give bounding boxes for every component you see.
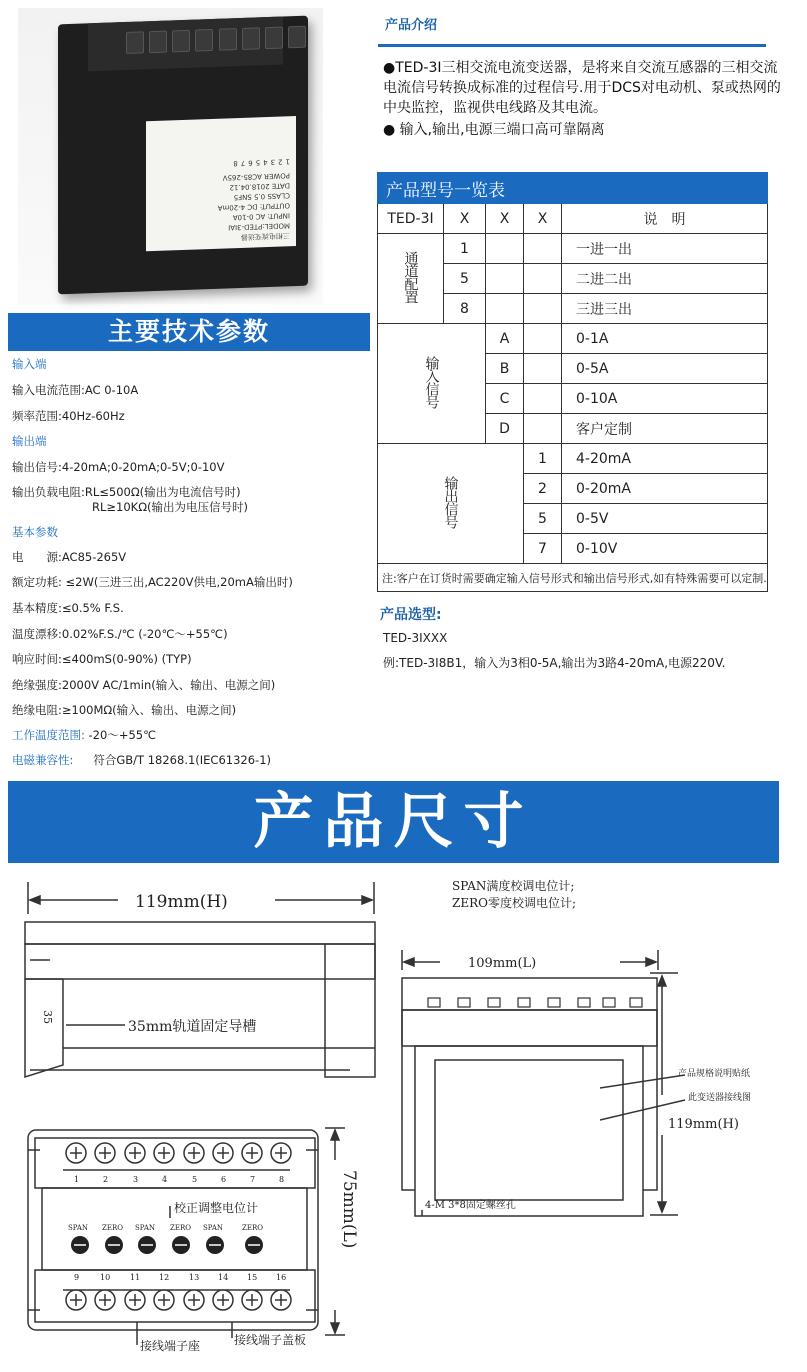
param-insulation-strength: 绝缘强度:2000V AC/1min(输入、输出、电源之间)	[12, 678, 276, 692]
param-output-load: 输出负载电阻:RL≤500Ω(输出为电流信号时)	[12, 485, 241, 499]
table-cell: 0-10V	[562, 534, 768, 564]
sticker-label: 产品规格说明贴纸	[678, 1069, 751, 1079]
screw-hole-label: 4-M 3*8固定螺丝孔	[425, 1200, 516, 1211]
param-output-load: RL≥10KΩ(输出为电压信号时)	[92, 500, 248, 514]
terminal-cover-label: 接线端子盖板	[234, 1333, 307, 1347]
terminal-number: 6	[221, 1175, 227, 1184]
label-line: CLASS 0.5 SNF5	[233, 191, 290, 202]
terminal-number: 8	[279, 1175, 285, 1184]
terminal-number: 7	[250, 1175, 256, 1184]
table-cell: 客户定制	[562, 414, 768, 444]
param-insulation-resistance: 绝缘电阻:≥100MΩ(输入、输出、电源之间)	[12, 703, 237, 717]
param-output-signal: 输出信号:4-20mA;0-20mA;0-5V;0-10V	[12, 460, 225, 474]
terminal-number: 12	[159, 1273, 170, 1282]
label-line: MODEL:PTED-3IAI	[228, 221, 290, 232]
input-label: 输入信号	[423, 355, 440, 408]
terminal-number: 15	[247, 1273, 258, 1282]
zero-note: ZERO零度校调电位计;	[452, 896, 577, 910]
label-terminal-number: 4	[263, 158, 268, 167]
table-header-cell: X	[444, 204, 486, 234]
param-rated-power: 额定功耗: ≤2W(三进三出,AC220V供电,20mA输出时)	[12, 575, 293, 589]
param-response: 响应时间:≤400mS(0-90%) (TYP)	[12, 652, 192, 666]
output-label-cell	[378, 444, 524, 564]
table-cell: 4-20mA	[562, 444, 768, 474]
param-accuracy: 基本精度:≤0.5% F.S.	[12, 601, 124, 615]
intro-divider	[378, 44, 766, 47]
adjust-label: 校正调整电位计	[174, 1201, 259, 1215]
table-cell: 1	[524, 444, 562, 474]
product-label-sticker	[146, 116, 296, 251]
table-header-cell: TED-3I	[378, 204, 444, 234]
depth-l-label: 75mm(L)	[339, 1170, 359, 1249]
table-cell: 二进二出	[562, 264, 768, 294]
rail-number: 35	[41, 1010, 54, 1024]
selection-model: TED-3IXXX	[383, 631, 448, 645]
table-header-cell: X	[486, 204, 524, 234]
terminal-seat-label: 接线端子座	[140, 1339, 201, 1353]
width-h-label: 119mm(H)	[135, 892, 228, 912]
table-cell: 一进一出	[562, 234, 768, 264]
intro-feature: ● 输入,输出,电源三端口高可靠隔离	[383, 122, 605, 138]
basic-heading: 基本参数	[12, 525, 58, 539]
intro-paragraph: ●TED-3I三相交流电流变送器，是将来自交流互感器的三相交流电流信号转换成标准的过程信号.用于DCS对电动机、泵或热网的中央监控，监视供电线路及其电流。	[383, 60, 781, 116]
label-terminal-number: 3	[270, 157, 276, 166]
table-cell: 0-5A	[562, 354, 768, 384]
pot-label: SPAN	[68, 1224, 89, 1232]
label-line: POWER AC85-265V	[222, 171, 290, 182]
work-temp-value: -20～+55℃	[88, 728, 156, 742]
label-line: 三相电流变送器	[241, 231, 290, 241]
model-table-heading: 产品型号一览表	[378, 173, 768, 204]
dimensions-banner: 产品尺寸	[8, 781, 779, 863]
param-work-temp	[12, 727, 156, 743]
intro-title: 产品介绍	[385, 18, 438, 33]
terminal-number: 13	[189, 1273, 200, 1282]
intro-text	[383, 58, 781, 140]
table-cell: 5	[444, 264, 486, 294]
table-cell: 8	[444, 294, 486, 324]
table-cell: 三进三出	[562, 294, 768, 324]
table-cell: 2	[524, 474, 562, 504]
terminal-number: 5	[192, 1175, 198, 1184]
table-header-cell: X	[524, 204, 562, 234]
table-cell: 7	[524, 534, 562, 564]
transmitter-device	[58, 16, 308, 295]
dimension-drawings	[0, 870, 807, 1370]
channel-label-cell	[378, 234, 444, 324]
param-input-range: 输入电流范围:AC 0-10A	[12, 383, 139, 397]
selection-title: 产品选型:	[380, 607, 442, 623]
terminal-number: 2	[103, 1175, 109, 1184]
input-label-cell	[378, 324, 486, 444]
terminal-number: 3	[133, 1175, 139, 1184]
pot-label: ZERO	[102, 1224, 123, 1232]
height-h-label: 119mm(H)	[668, 1117, 739, 1132]
table-cell: 5	[524, 504, 562, 534]
label-terminal-number: 6	[248, 158, 253, 167]
wiring-label: 此变送器接线图	[688, 1093, 752, 1103]
table-cell: 1	[444, 234, 486, 264]
label-terminal-number: 1	[285, 157, 290, 166]
tech-params-banner: 主要技术参数	[8, 313, 370, 351]
pot-label: SPAN	[203, 1224, 224, 1232]
emc-value: 符合GB/T 18268.1(IEC61326-1)	[93, 753, 271, 767]
output-label: 输出信号	[442, 475, 459, 528]
selection-example: 例:TED-3I8B1，输入为3相0-5A,输出为3路4-20mA,电源220V.	[383, 656, 726, 670]
table-cell: D	[486, 414, 524, 444]
param-temp-drift: 温度漂移:0.02%F.S./℃ (-20℃～+55℃)	[12, 627, 228, 641]
channel-label: 通道配置	[402, 250, 419, 303]
label-line: DATE 2018.04.12	[229, 181, 290, 192]
terminal-number: 14	[218, 1273, 229, 1282]
terminal-number: 16	[276, 1273, 287, 1282]
table-cell: C	[486, 384, 524, 414]
span-note: SPAN满度校调电位计;	[452, 879, 575, 893]
width-l-label: 109mm(L)	[468, 956, 537, 971]
label-terminal-number: 2	[278, 157, 283, 166]
terminal-number: 1	[74, 1175, 80, 1184]
work-temp-label: 工作温度范围:	[12, 728, 85, 742]
table-cell: 0-20mA	[562, 474, 768, 504]
table-cell: A	[486, 324, 524, 354]
param-emc	[12, 752, 271, 768]
terminal-number: 11	[130, 1273, 141, 1282]
pot-label: ZERO	[170, 1224, 191, 1232]
table-cell: 0-1A	[562, 324, 768, 354]
output-heading: 输出端	[12, 434, 47, 448]
terminal-block	[88, 17, 283, 72]
label-terminal-number: 7	[240, 158, 246, 167]
pot-label: ZERO	[242, 1224, 263, 1232]
terminal-number: 9	[74, 1273, 80, 1282]
table-cell: 0-10A	[562, 384, 768, 414]
terminal-number: 10	[100, 1273, 111, 1282]
param-frequency: 频率范围:40Hz-60Hz	[12, 409, 125, 423]
table-cell: B	[486, 354, 524, 384]
table-header-cell: 说 明	[562, 204, 768, 234]
input-heading: 输入端	[12, 357, 47, 371]
label-terminal-number: 5	[255, 158, 261, 167]
model-table	[377, 172, 768, 592]
table-cell: 0-5V	[562, 504, 768, 534]
rail-label: 35mm轨道固定导槽	[128, 1019, 257, 1035]
product-photo	[18, 8, 323, 304]
emc-label: 电磁兼容性:	[12, 753, 74, 767]
label-line: INPUT: AC 0-10A	[232, 211, 290, 222]
table-note: 注:客户在订货时需要确定输入信号形式和输出信号形式,如有特殊需要可以定制.	[378, 564, 768, 592]
terminal-number: 4	[162, 1175, 168, 1184]
pot-label: SPAN	[135, 1224, 156, 1232]
label-line: OUTPUT: DC 4-20mA	[217, 201, 290, 212]
param-power: 电 源:AC85-265V	[12, 550, 127, 564]
label-terminal-number: 8	[233, 159, 238, 168]
